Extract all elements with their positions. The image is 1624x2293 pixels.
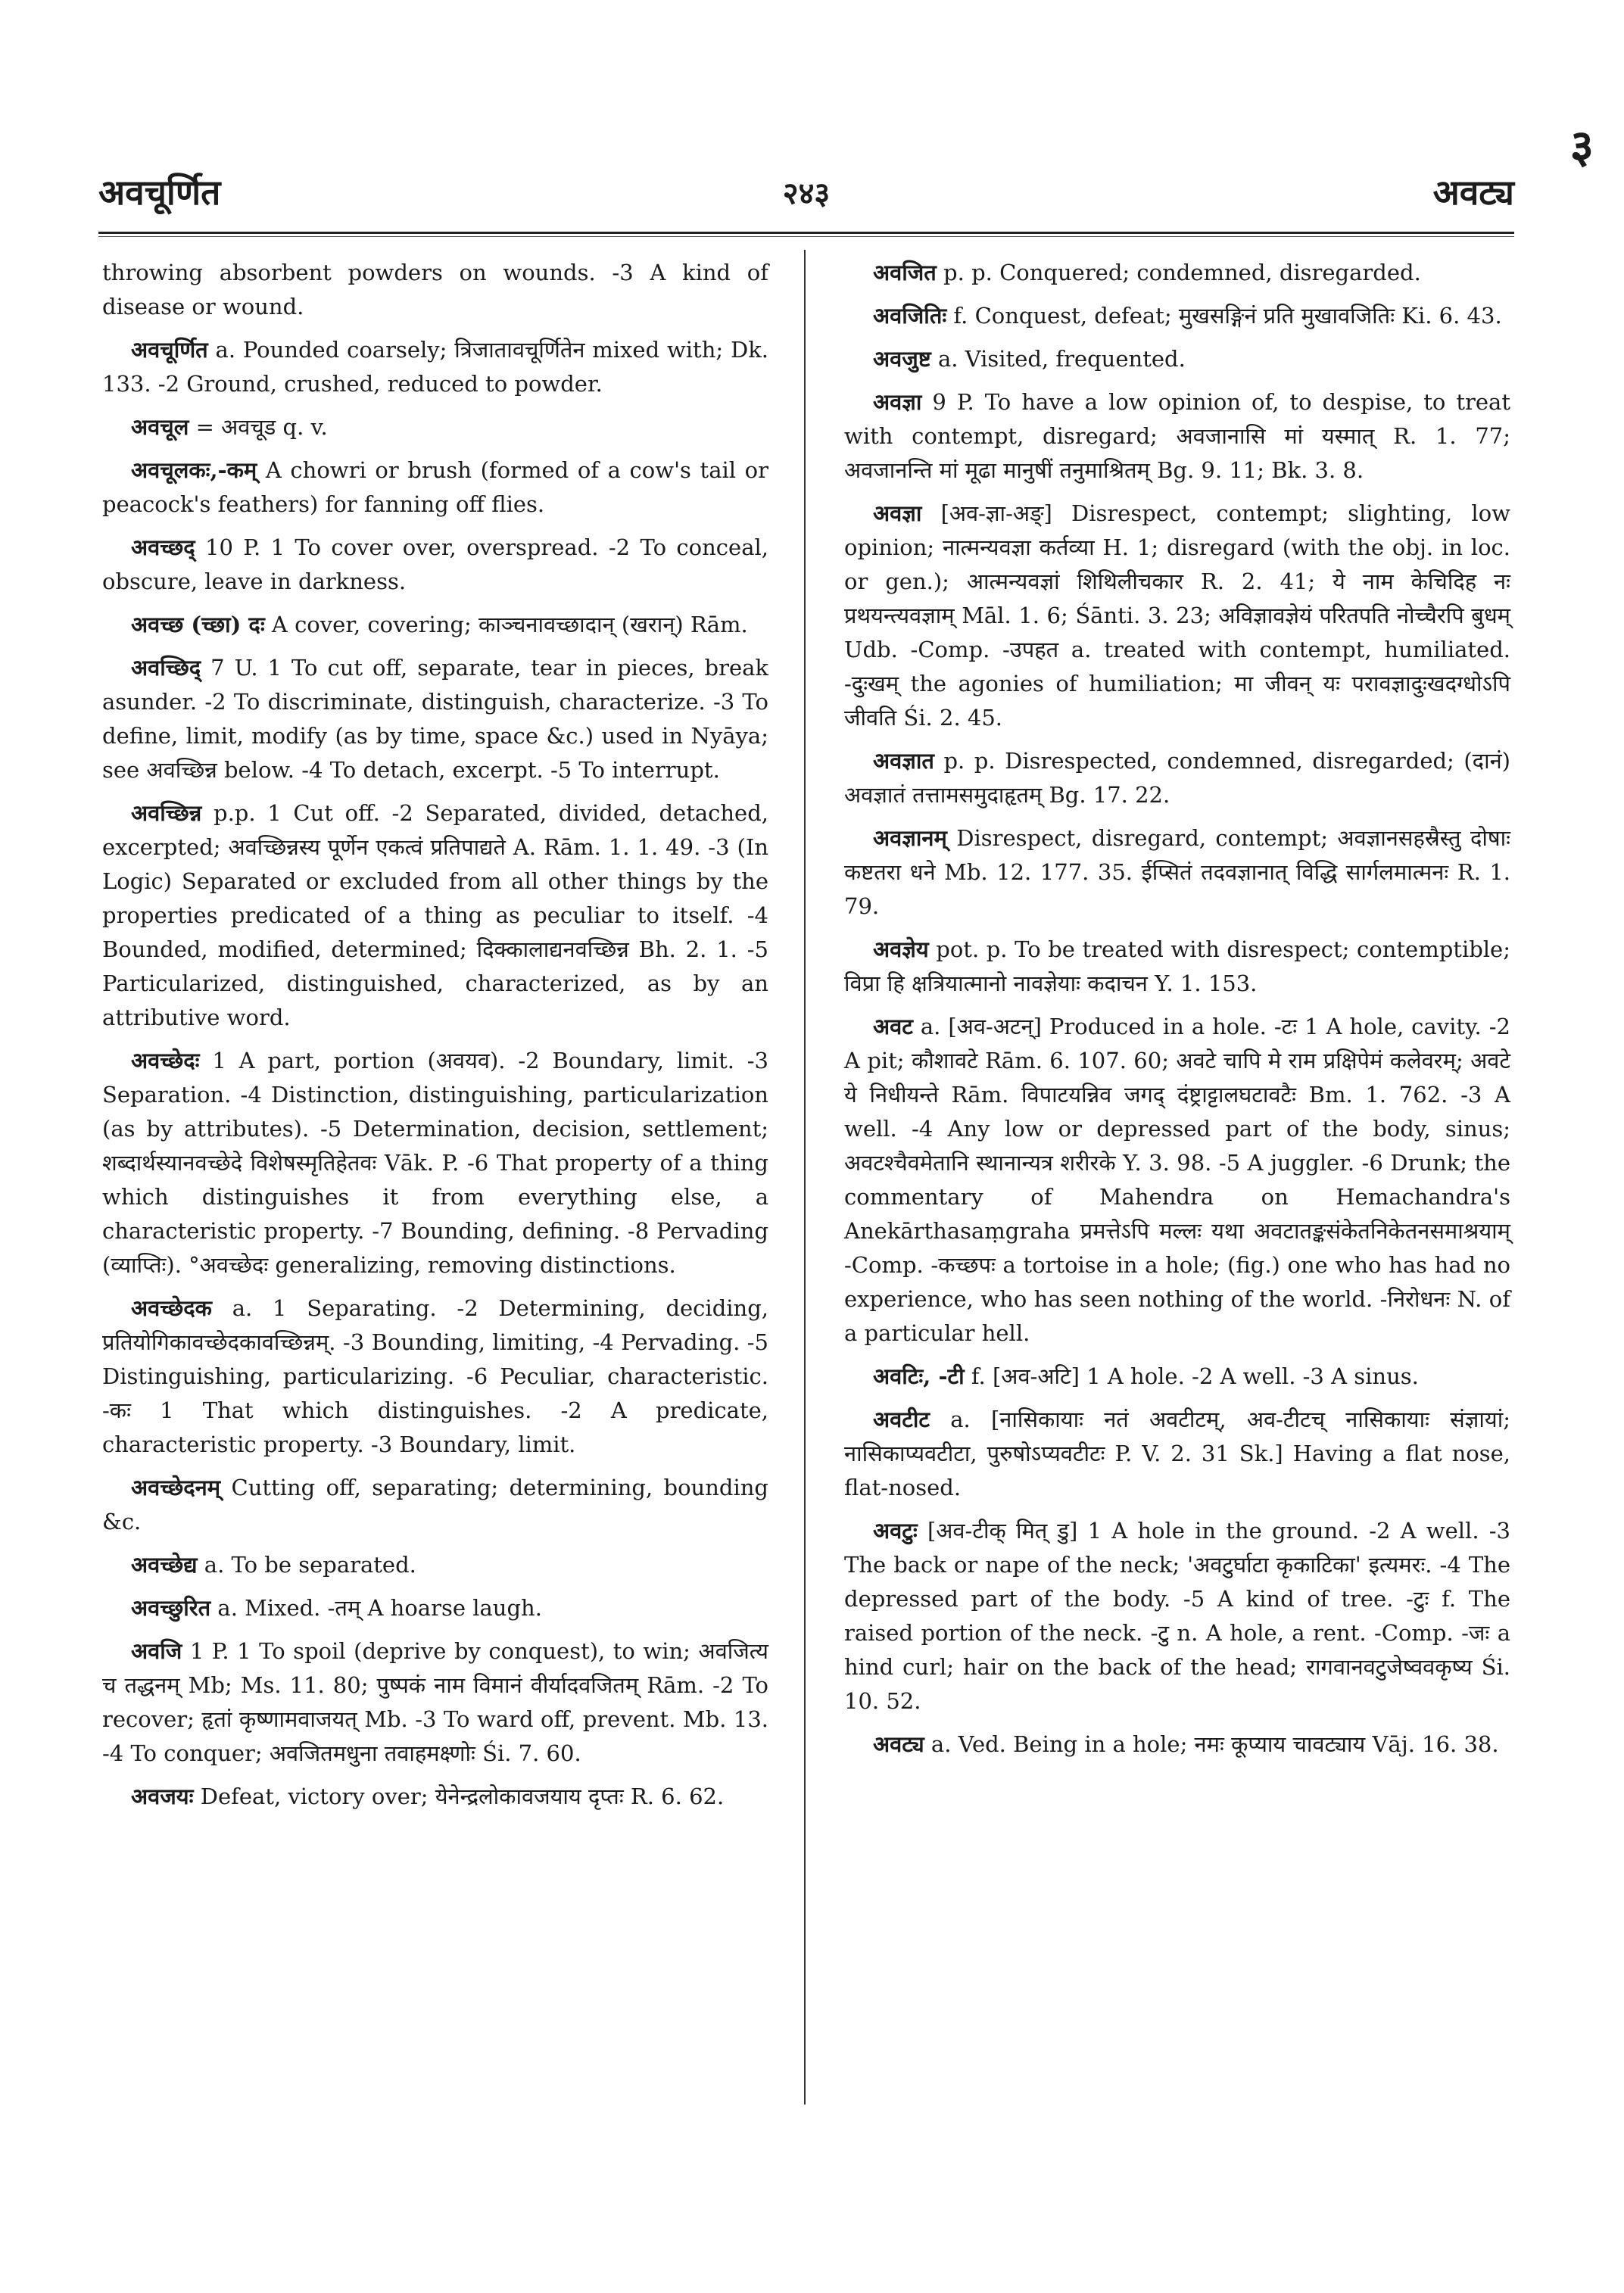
header-rule-thin [98, 236, 1514, 237]
entry-headword: अवज्ञानम् [873, 825, 947, 851]
dictionary-entry [844, 342, 1510, 376]
dictionary-entry [844, 744, 1510, 812]
entry-definition: a. Mixed. -तम् A hoarse laugh. [210, 1595, 542, 1621]
entry-definition: p. p. Conquered; condemned, disregarded. [936, 260, 1421, 285]
dictionary-entry [102, 453, 768, 522]
page-header [98, 168, 1514, 229]
dictionary-entry [102, 1591, 768, 1625]
entry-definition: a. Ved. Being in a hole; नमः कूप्याय चावट्याय Vāj. 16. 38. [924, 1731, 1499, 1757]
dictionary-entry [102, 1780, 768, 1814]
entry-definition: [अव-टीक् मित् डु] 1 A hole in the ground. -2 A well. -3 The back or nape of the neck; 'अवटुर्घाटा कृकाटिका' इत्यमरः. -4 The depressed part of the body. -5 A kind of tree. -टुः f. The raised portion of the neck. -टु n. A hole, a rent. -Comp. -जः a hind curl; hair on the back of the head; रागवानवटुजेष्ववकृष्य Śi. 10. 52. [844, 1518, 1510, 1714]
dictionary-entry [102, 608, 768, 642]
corner-mark: ३ [1569, 120, 1594, 173]
left-running-headword: अवचूर्णित [98, 172, 221, 213]
entry-headword: अवजयः [131, 1784, 194, 1809]
dictionary-entry [844, 497, 1510, 735]
entry-definition: a. Visited, frequented. [930, 346, 1186, 372]
dictionary-entry [102, 1548, 768, 1582]
dictionary-entry [102, 531, 768, 599]
dictionary-entry [102, 1634, 768, 1771]
entry-headword: अवटुः [873, 1518, 918, 1544]
right-column [844, 256, 1510, 1771]
entry-headword: अवच्छेद्य [131, 1552, 198, 1578]
entry-headword: अवट [873, 1014, 913, 1039]
entry-definition: 1 P. 1 To spoil (deprive by conquest), to win; अवजित्य च तद्धनम् Mb; Ms. 11. 80; पुष्पकं नाम विमानं वीर्यादवजितम् Rām. -2 To recover; हृतां कृष्णामवाजयत् Mb. -3 To ward off, prevent. Mb. 13. -4 To conquer; अवजितमधुना तवाहमक्ष्णोः Śi. 7. 60. [102, 1638, 768, 1766]
dictionary-entry [844, 1010, 1510, 1351]
entry-definition: A chowri or brush (formed of a cow's tail or peacock's feathers) for fanning off flies. [102, 457, 768, 517]
entry-headword: अवटिः, -टी [873, 1363, 965, 1389]
entry-headword: अवचूल [131, 414, 189, 440]
dictionary-entry [102, 796, 768, 1035]
entry-headword: अवच्छेदनम् [131, 1475, 221, 1500]
entry-definition: 10 P. 1 To cover over, overspread. -2 To conceal, obscure, leave in darkness. [102, 534, 768, 594]
entry-headword: अवच्छेदक [131, 1295, 212, 1321]
entry-definition: a. [नासिकायाः नतं अवटीटम्, अव-टीटच् नासिकायाः संज्ञायां; नासिकाप्यवटीटा, पुरुषोऽप्यवटीटः P. V. 2. 31 Sk.] Having a flat nose, flat-nosed. [844, 1407, 1510, 1500]
entry-headword: अवच्छिन्न [131, 800, 202, 826]
entry-definition: a. To be separated. [197, 1552, 416, 1578]
entry-definition: a. Pounded coarsely; त्रिजातावचूर्णितेन mixed with; Dk. 133. -2 Ground, crushed, reduced to powder. [102, 337, 768, 397]
column-divider [804, 250, 806, 2105]
entry-headword: अवच्छ (च्छा) दः [131, 612, 265, 637]
dictionary-entry [844, 1514, 1510, 1718]
entry-headword: अवट्य [873, 1731, 924, 1757]
entry-definition: p.p. 1 Cut off. -2 Separated, divided, detached, excerpted; अवच्छिन्नस्य पूर्णेन एकत्वं प्रतिपाद्यते A. Rām. 1. 1. 49. -3 (In Logic) Separated or excluded from all other things by the properties predicated of a thing as peculiar to itself. -4 Bounded, modified, determined; दिक्कालाद्यनवच्छिन्न Bh. 2. 1. -5 Particularized, distinguished, characterized, as by an attributive word. [102, 800, 768, 1030]
header-rule [98, 232, 1514, 234]
entry-definition: A cover, covering; काञ्चनावच्छादान् (खरान्) Rām. [264, 612, 748, 637]
entry-definition: = अवचूड q. v. [189, 414, 328, 440]
entry-definition: p. p. Disrespected, condemned, disregarded; (दानं) अवज्ञातं तत्तामसमुदाहृतम् Bg. 17. 22. [844, 748, 1510, 808]
right-running-headword: अवट्य [1432, 172, 1514, 213]
dictionary-entry [844, 821, 1510, 924]
entry-definition: pot. p. To be treated with disrespect; contemptible; विप्रा हि क्षत्रियात्मानो नावज्ञेयाः कदाचन Y. 1. 153. [844, 936, 1510, 996]
entry-headword: अवजि [131, 1638, 182, 1664]
dictionary-entry [844, 933, 1510, 1001]
dictionary-entry [102, 651, 768, 787]
entry-headword: अवचूलकः,-कम् [131, 457, 257, 483]
dictionary-entry [844, 1728, 1510, 1762]
entry-definition: a. 1 Separating. -2 Determining, deciding, प्रतियोगिकावच्छेदकावच्छिन्नम्. -3 Bounding, limiting, -4 Pervading. -5 Distinguishing, particularizing. -6 Peculiar, characteristic. -कः 1 That which distinguishes. -2 A predicate, characteristic property. -3 Boundary, limit. [102, 1295, 768, 1457]
entry-definition: 9 P. To have a low opinion of, to despise, to treat with contempt, disregard; अवजानासि मां यस्मात् R. 1. 77; अवजानन्ति मां मूढा मानुषीं तनुमाश्रितम् Bg. 9. 11; Bk. 3. 8. [844, 389, 1510, 483]
entry-definition: 1 A part, portion (अवयव). -2 Boundary, limit. -3 Separation. -4 Distinction, distinguishing, particularization (as by attributes). -5 Determination, decision, settlement; शब्दार्थस्यानवच्छेदे विशेषस्मृतिहेतवः Vāk. P. -6 That property of a thing which distinguishes it from everything else, a characteristic property. -7 Bounding, defining. -8 Pervading (व्याप्तिः). °अवच्छेदः generalizing, removing distinctions. [102, 1048, 768, 1278]
entry-definition: 7 U. 1 To cut off, separate, tear in pieces, break asunder. -2 To discriminate, distinguish, characterize. -3 To define, limit, modify (as by time, space &c.) used in Nyāya; see अवच्छिन्न below. -4 To detach, excerpt. -5 To interrupt. [102, 655, 768, 783]
entry-headword: अवच्छद् [131, 534, 195, 560]
dictionary-entry [102, 333, 768, 401]
entry-definition: throwing absorbent powders on wounds. -3 A kind of disease or wound. [102, 260, 768, 319]
entry-headword: अवज्ञा [873, 500, 922, 526]
entry-headword: अवजित [873, 260, 937, 285]
entry-definition: [अव-ज्ञा-अङ्] Disrespect, contempt; slighting, low opinion; नात्मन्यवज्ञा कर्तव्या H. 1; disregard (with the obj. in loc. or gen.); आत्मन्यवज्ञां शिथिलीचकार R. 2. 41; ये नाम केचिदिह नः प्रथयन्त्यवज्ञाम् Māl. 1. 6; Śānti. 3. 23; अविज्ञावज्ञेयं परितपति नोच्चैरपि बुधम् Udb. -Comp. -उपहत a. treated with contempt, humiliated. -दुःखम् the agonies of humiliation; मा जीवन् यः परावज्ञादुःखदग्धोऽपि जीवति Śi. 2. 45. [844, 500, 1510, 731]
entry-definition: Cutting off, separating; determining, bounding &c. [102, 1475, 768, 1534]
dictionary-entry [844, 385, 1510, 488]
entry-headword: अवच्छेदः [131, 1048, 200, 1073]
entry-headword: अवज्ञात [873, 748, 934, 774]
entry-headword: अवच्छिद् [131, 655, 201, 681]
dictionary-entry [844, 256, 1510, 290]
entry-headword: अवजितिः [873, 303, 947, 329]
dictionary-entry [102, 1291, 768, 1462]
left-column [102, 256, 768, 1823]
entry-definition: f. Conquest, defeat; मुखसङ्गिनं प्रति मुखावजितिः Ki. 6. 43. [946, 303, 1502, 329]
dictionary-entry [102, 256, 768, 324]
entry-headword: अवच्छुरित [131, 1595, 211, 1621]
entry-definition: Defeat, victory over; येनेन्द्रलोकावजयाय दृप्तः R. 6. 62. [193, 1784, 725, 1809]
entry-definition: f. [अव-अटि] 1 A hole. -2 A well. -3 A sinus. [964, 1363, 1419, 1389]
entry-headword: अवचूर्णित [131, 337, 208, 363]
dictionary-entry [844, 1360, 1510, 1394]
dictionary-entry [102, 410, 768, 444]
entry-definition: Disrespect, disregard, contempt; अवज्ञानसहस्रैस्तु दोषाः कष्टतरा धने Mb. 12. 177. 35. ईप्सितं तदवज्ञानात् विद्धि सार्गलमात्मनः R. 1. 79. [844, 825, 1510, 919]
dictionary-entry [102, 1471, 768, 1539]
entry-definition: a. [अव-अटन्] Produced in a hole. -टः 1 A hole, cavity. -2 A pit; कौशावटे Rām. 6. 107. 60; अवटे चापि मे राम प्रक्षिपेमं कलेवरम्; अवटे ये निधीयन्ते Rām. विपाटयन्निव जगद् दंष्ट्राट्टालघटावटैः Bm. 1. 762. -3 A well. -4 Any low or depressed part of the body, sinus; अवटश्चैवमेतानि स्थानान्यत्र शरीरके Y. 3. 98. -5 A juggler. -6 Drunk; the commentary of Mahendra on Hemachandra's Anekārthasaṃgraha प्रमत्तेऽपि मल्लः यथा अवटातङ्कसंकेतनिकेतनसमाश्रयाम् -Comp. -कच्छपः a tortoise in a hole; (fig.) one who has had no experience, who has seen nothing of the world. -निरोधनः N. of a particular hell. [844, 1014, 1510, 1346]
entry-headword: अवजुष्ट [873, 346, 931, 372]
entry-headword: अवज्ञेय [873, 936, 929, 962]
page-number: २४३ [782, 176, 831, 211]
dictionary-entry [102, 1044, 768, 1282]
entry-headword: अवटीट [873, 1407, 930, 1432]
dictionary-entry [844, 299, 1510, 333]
entry-headword: अवज्ञा [873, 389, 922, 415]
dictionary-entry [844, 1403, 1510, 1505]
